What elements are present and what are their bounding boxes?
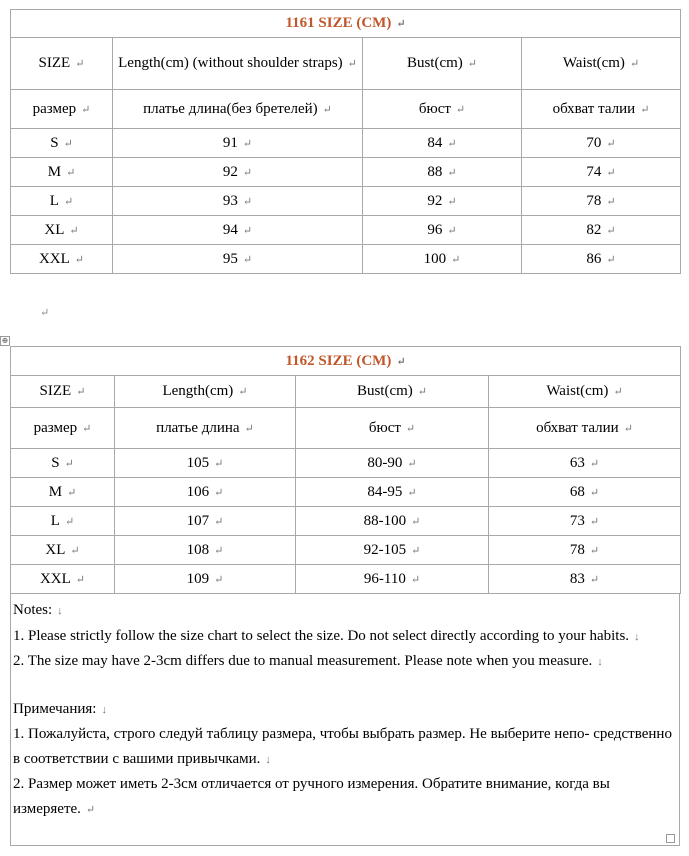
size-cell: XL ↵ (11, 216, 113, 245)
value-cell: 106 ↵ (115, 478, 296, 507)
table-row (11, 478, 681, 507)
table-row (11, 536, 681, 565)
size-table-1162 (10, 346, 681, 594)
header-cell: бюст ↵ (363, 90, 522, 129)
value-cell: 80-90 ↵ (296, 449, 489, 478)
header-cell: Bust(cm) ↵ (363, 38, 522, 90)
header-cell: платье длина(без бретелей) ↵ (113, 90, 363, 129)
header-cell: размер ↵ (11, 90, 113, 129)
value-cell: 74 ↵ (522, 158, 681, 187)
header-cell: SIZE ↵ (11, 38, 113, 90)
value-cell: 88-100 ↵ (296, 507, 489, 536)
value-cell: 94 ↵ (113, 216, 363, 245)
size-cell: M ↵ (11, 478, 115, 507)
header-row-en (11, 376, 681, 408)
size-cell: XXL ↵ (11, 565, 115, 594)
value-cell: 68 ↵ (489, 478, 681, 507)
header-cell: Waist(cm) ↵ (489, 376, 681, 408)
table-row (11, 507, 681, 536)
value-cell: 88 ↵ (363, 158, 522, 187)
header-row-ru (11, 90, 681, 129)
header-cell: SIZE ↵ (11, 376, 115, 408)
table-title: 1162 SIZE (CM) ↵ (11, 347, 681, 376)
header-cell: Length(cm) ↵ (115, 376, 296, 408)
header-cell: размер ↵ (11, 408, 115, 449)
note-item: 1. Please strictly follow the size chart to select the size. Do not select directly according to your habits. ↓ (13, 627, 640, 644)
header-cell: обхват талии ↵ (489, 408, 681, 449)
table-row (11, 565, 681, 594)
header-cell: Waist(cm) ↵ (522, 38, 681, 90)
value-cell: 95 ↵ (113, 245, 363, 274)
header-cell: Length(cm) (without shoulder straps) ↵ (113, 38, 363, 90)
value-cell: 96-110 ↵ (296, 565, 489, 594)
value-cell: 83 ↵ (489, 565, 681, 594)
notes-heading-en: Notes: ↓ (13, 602, 63, 618)
note-item: 2. The size may have 2-3cm differs due to manual measurement. Please note when you measure. ↓ (13, 653, 603, 669)
value-cell: 78 ↵ (489, 536, 681, 565)
table-row (11, 158, 681, 187)
notes-heading-ru: Примечания: ↓ (13, 700, 107, 717)
size-cell: L ↵ (11, 187, 113, 216)
value-cell: 84 ↵ (363, 129, 522, 158)
value-cell: 96 ↵ (363, 216, 522, 245)
header-cell: бюст ↵ (296, 408, 489, 449)
note-item: 1. Пожалуйста, строго следуй таблицу размера, чтобы выбрать размер. Не выберите непо- средственно в соответствии с вашими привычками. ↓ (13, 726, 672, 767)
table-resize-handle-icon[interactable] (666, 834, 675, 843)
table-row (11, 129, 681, 158)
value-cell: 86 ↵ (522, 245, 681, 274)
value-cell: 92 ↵ (363, 187, 522, 216)
value-cell: 92-105 ↵ (296, 536, 489, 565)
value-cell: 108 ↵ (115, 536, 296, 565)
value-cell: 84-95 ↵ (296, 478, 489, 507)
table-row (11, 187, 681, 216)
value-cell: 82 ↵ (522, 216, 681, 245)
header-cell: платье длина ↵ (115, 408, 296, 449)
table-row (11, 245, 681, 274)
value-cell: 73 ↵ (489, 507, 681, 536)
value-cell: 70 ↵ (522, 129, 681, 158)
size-cell: S ↵ (11, 449, 115, 478)
value-cell: 93 ↵ (113, 187, 363, 216)
header-cell: Bust(cm) ↵ (296, 376, 489, 408)
size-cell: S ↵ (11, 129, 113, 158)
value-cell: 107 ↵ (115, 507, 296, 536)
value-cell: 105 ↵ (115, 449, 296, 478)
value-cell: 100 ↵ (363, 245, 522, 274)
table-row (11, 449, 681, 478)
header-row-en (11, 38, 681, 90)
size-cell: XXL ↵ (11, 245, 113, 274)
value-cell: 92 ↵ (113, 158, 363, 187)
value-cell: 109 ↵ (115, 565, 296, 594)
header-row-ru (11, 408, 681, 449)
table-move-handle-icon[interactable]: ⊕ (1, 336, 9, 345)
size-cell: L ↵ (11, 507, 115, 536)
header-cell: обхват талии ↵ (522, 90, 681, 129)
paragraph-mark: ↵ (40, 307, 50, 319)
value-cell: 91 ↵ (113, 129, 363, 158)
value-cell: 78 ↵ (522, 187, 681, 216)
value-cell: 63 ↵ (489, 449, 681, 478)
note-item: 2. Размер может иметь 2-3см отличается от ручного измерения. Обратите внимание, когда вы измеряете. ↵ (13, 776, 610, 817)
table-row (11, 216, 681, 245)
size-cell: XL ↵ (11, 536, 115, 565)
size-table-1161 (10, 9, 681, 274)
table-title: 1161 SIZE (CM) ↵ (11, 10, 681, 38)
notes-box (10, 594, 680, 846)
size-cell: M ↵ (11, 158, 113, 187)
